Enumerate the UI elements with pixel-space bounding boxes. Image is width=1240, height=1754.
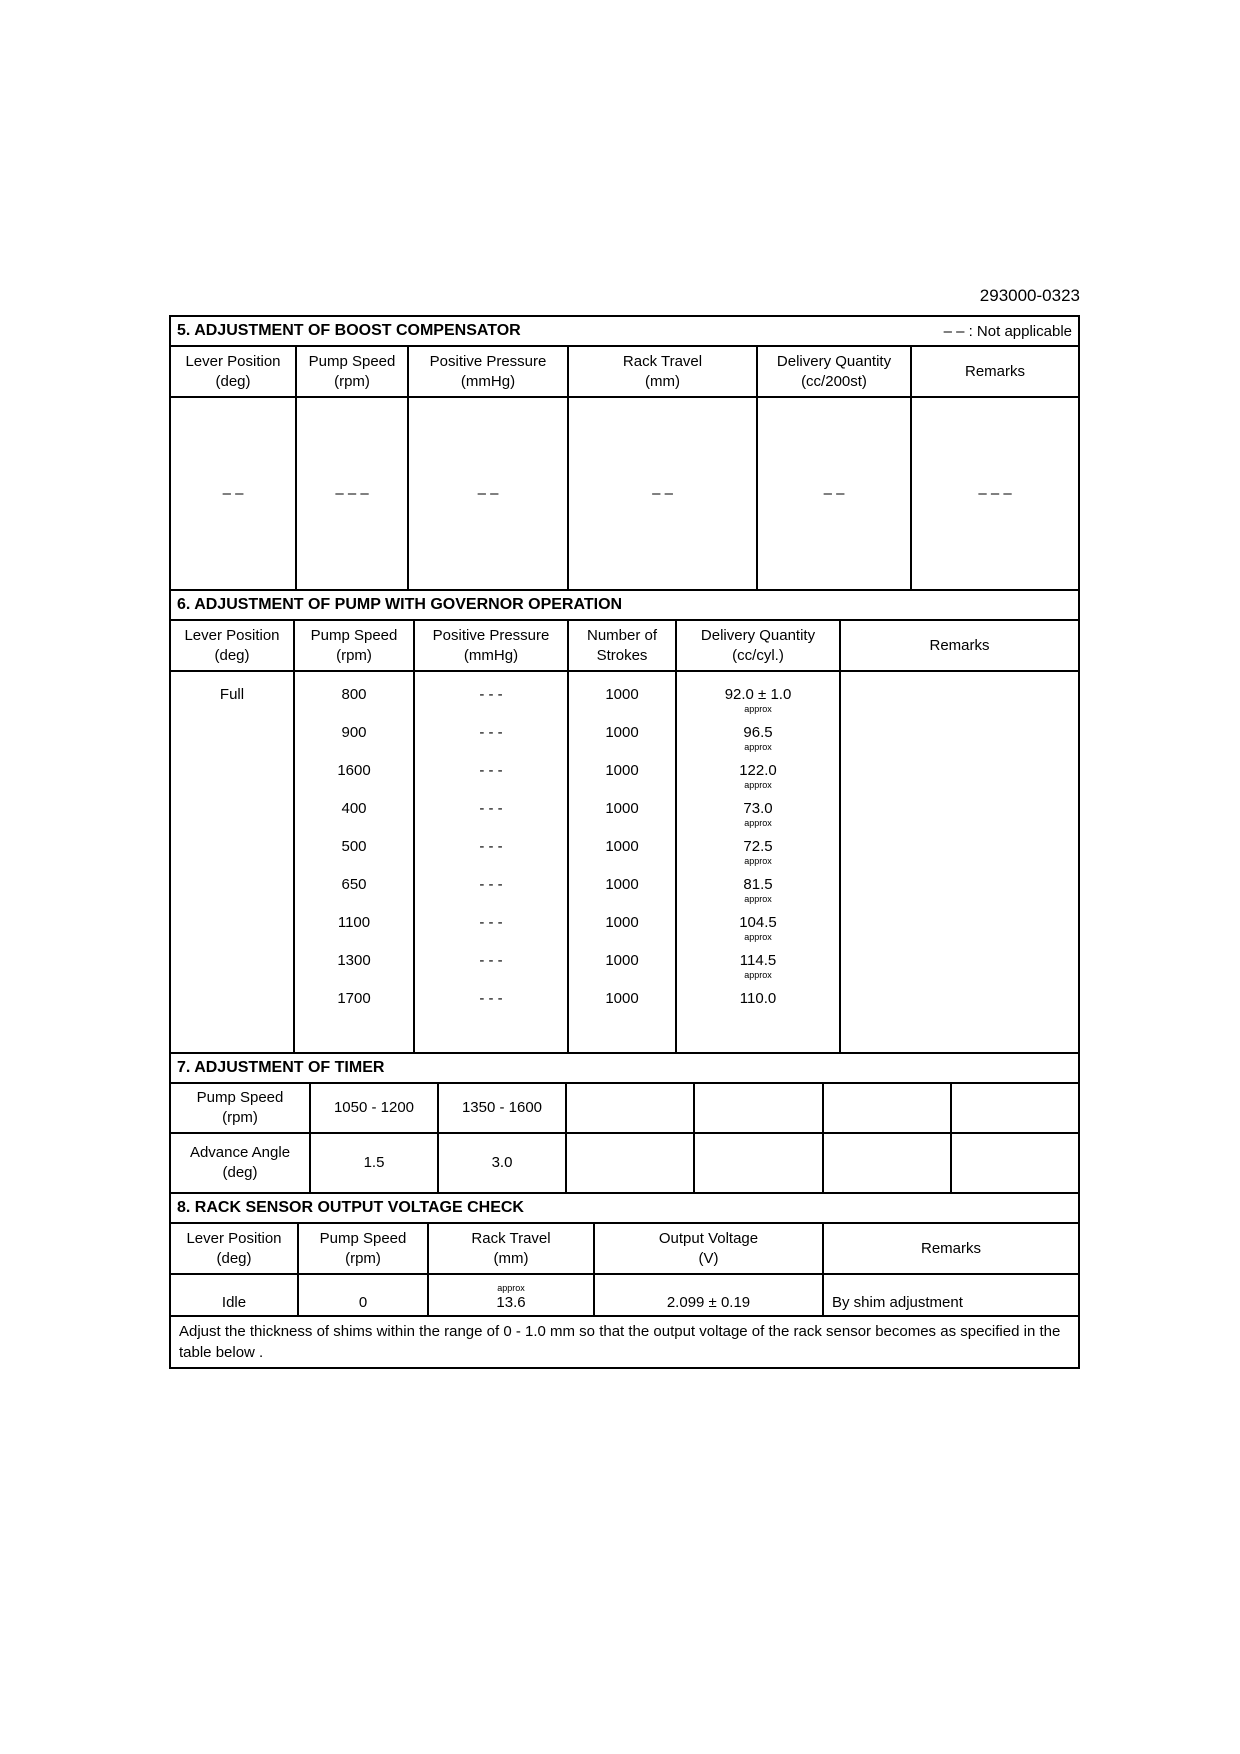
list-item xyxy=(479,875,502,913)
speed-value: 800 xyxy=(341,686,367,703)
pressure-value: - - - xyxy=(479,800,503,817)
header-remarks xyxy=(824,1224,1078,1273)
speed-value: 1100 xyxy=(337,914,371,931)
timer-cell: 1350 - 1600 xyxy=(439,1084,567,1132)
value-cell: – – xyxy=(409,398,569,589)
header-label: Number of xyxy=(586,626,658,644)
timer-cell: 1.5 xyxy=(311,1134,439,1192)
list-item xyxy=(605,685,638,723)
section-5-title: 5. ADJUSTMENT OF BOOST COMPENSATOR xyxy=(177,322,521,339)
header-unit: (rpm) xyxy=(334,372,370,390)
header-number-of-strokes xyxy=(569,621,677,670)
speed-value: 900 xyxy=(341,724,367,741)
list-item xyxy=(479,951,502,989)
timer-speed-label xyxy=(171,1084,311,1132)
remarks-value: By shim adjustment xyxy=(832,1294,963,1311)
pressure-value: - - - xyxy=(479,876,503,893)
timer-cell xyxy=(695,1084,824,1132)
header-label: Lever Position xyxy=(185,352,281,370)
list-item xyxy=(743,837,772,875)
list-item xyxy=(605,913,638,951)
row-label: Pump Speed xyxy=(196,1089,284,1106)
quantity-value: 92.0 ± 1.0 xyxy=(724,686,792,703)
list-item xyxy=(341,837,366,875)
list-item xyxy=(605,761,638,799)
timer-cell xyxy=(952,1134,1078,1192)
pump-speed-column xyxy=(295,672,415,1052)
list-item xyxy=(605,951,638,989)
header-label: Remarks xyxy=(929,636,990,654)
timer-speed-row xyxy=(171,1084,1078,1134)
pressure-value: - - - xyxy=(479,686,503,703)
value-cell: – – xyxy=(171,398,297,589)
header-label: Remarks xyxy=(964,362,1025,380)
list-item xyxy=(341,723,366,761)
section-6-title: 6. ADJUSTMENT OF PUMP WITH GOVERNOR OPERATION xyxy=(177,596,623,613)
list-item xyxy=(479,723,502,761)
header-unit: (mm) xyxy=(645,372,680,390)
strokes-value: 1000 xyxy=(605,838,639,855)
quantity-value: 104.5 xyxy=(739,914,777,931)
quantity-value: 81.5 xyxy=(743,876,773,893)
header-pump-speed xyxy=(295,621,415,670)
pressure-value: - - - xyxy=(479,762,503,779)
header-remarks xyxy=(841,621,1078,670)
approx-label: approx xyxy=(744,970,772,980)
header-rack-travel xyxy=(429,1224,595,1273)
value-cell: – – xyxy=(758,398,912,589)
quantity-value: 122.0 xyxy=(739,762,777,779)
header-unit: (V) xyxy=(698,1249,719,1267)
strokes-value: 1000 xyxy=(605,990,639,1007)
section-6-header-row xyxy=(171,621,1078,672)
remarks-column xyxy=(841,672,1078,1052)
header-lever-position xyxy=(171,347,297,396)
header-unit: (rpm) xyxy=(336,646,372,664)
header-unit: (deg) xyxy=(215,372,251,390)
list-item xyxy=(605,875,638,913)
pressure-value: - - - xyxy=(479,990,503,1007)
list-item xyxy=(479,761,502,799)
not-applicable-note: – – : Not applicable xyxy=(943,322,1072,340)
list-item xyxy=(739,761,777,799)
row-label: Advance Angle xyxy=(189,1144,291,1161)
pressure-value: - - - xyxy=(479,724,503,741)
list-item xyxy=(479,799,502,837)
header-unit: (mmHg) xyxy=(463,646,519,664)
section-8-value-row xyxy=(171,1275,1078,1317)
header-label: Output Voltage xyxy=(658,1229,759,1247)
list-item xyxy=(338,913,370,951)
list-item xyxy=(605,837,638,875)
section-8-title-bar xyxy=(171,1194,1078,1224)
timer-cell xyxy=(567,1084,695,1132)
pressure-value: - - - xyxy=(479,838,503,855)
approx-label: approx xyxy=(744,894,772,904)
list-item xyxy=(479,913,502,951)
speed-value: 1300 xyxy=(337,952,371,969)
list-item xyxy=(740,989,776,1027)
header-unit: (deg) xyxy=(214,646,250,664)
header-pump-speed xyxy=(299,1224,429,1273)
timer-cell: 3.0 xyxy=(439,1134,567,1192)
timer-cell xyxy=(695,1134,824,1192)
speed-value: 0 xyxy=(299,1275,429,1315)
speed-value: 1700 xyxy=(337,990,371,1007)
strokes-value: 1000 xyxy=(605,914,639,931)
list-item xyxy=(220,685,244,723)
header-label: Remarks xyxy=(920,1239,981,1257)
section-8-title: 8. RACK SENSOR OUTPUT VOLTAGE CHECK xyxy=(177,1199,524,1216)
section-6-title-bar xyxy=(171,591,1078,621)
quantity-value: 96.5 xyxy=(743,724,773,741)
header-output-voltage xyxy=(595,1224,824,1273)
timer-cell: 1050 - 1200 xyxy=(311,1084,439,1132)
list-item xyxy=(739,913,777,951)
header-label: Delivery Quantity xyxy=(776,352,892,370)
header-label: Lever Position xyxy=(184,626,280,644)
section-5-value-row xyxy=(171,398,1078,591)
approx-label: approx xyxy=(744,704,772,714)
pressure-column xyxy=(415,672,569,1052)
header-rack-travel xyxy=(569,347,758,396)
strokes-value: 1000 xyxy=(605,724,639,741)
speed-value: 650 xyxy=(341,876,367,893)
quantity-value: 73.0 xyxy=(743,800,773,817)
timer-angle-label xyxy=(171,1134,311,1192)
list-item xyxy=(743,723,772,761)
approx-label: approx xyxy=(744,932,772,942)
list-item xyxy=(341,799,366,837)
list-item xyxy=(743,799,772,837)
header-label: Pump Speed xyxy=(310,626,398,644)
list-item xyxy=(479,685,502,723)
document-id: 293000-0323 xyxy=(979,286,1080,305)
list-item xyxy=(479,989,502,1027)
lever-column xyxy=(171,672,295,1052)
list-item xyxy=(341,685,366,723)
timer-cell xyxy=(567,1134,695,1192)
header-lever-position xyxy=(171,1224,299,1273)
section-7-title-bar xyxy=(171,1054,1078,1084)
header-label: Rack Travel xyxy=(622,352,703,370)
header-delivery-quantity xyxy=(677,621,841,670)
header-unit: (deg) xyxy=(216,1249,252,1267)
section-6-data-block xyxy=(171,672,1078,1054)
value-cell: – – xyxy=(569,398,758,589)
header-unit: (cc/cyl.) xyxy=(732,646,784,664)
value-cell: – – – xyxy=(978,484,1012,502)
header-label: Lever Position xyxy=(186,1229,282,1247)
pressure-value: - - - xyxy=(479,914,503,931)
header-unit: (rpm) xyxy=(345,1249,381,1267)
header-unit: Strokes xyxy=(596,646,648,664)
header-pump-speed xyxy=(297,347,409,396)
lever-value: Full xyxy=(219,686,245,703)
lever-value: Idle xyxy=(171,1275,299,1315)
strokes-column xyxy=(569,672,677,1052)
rack-sensor-note: Adjust the thickness of shims within the range of 0 - 1.0 mm so that the output voltage of the rack sensor becomes as specified in the table below . xyxy=(179,1323,1061,1361)
voltage-value: 2.099 ± 0.19 xyxy=(595,1275,824,1315)
header-label: Positive Pressure xyxy=(432,626,550,644)
header-unit: (mm) xyxy=(493,1249,529,1267)
header-positive-pressure xyxy=(409,347,569,396)
list-item xyxy=(725,685,792,723)
strokes-value: 1000 xyxy=(605,876,639,893)
list-item xyxy=(605,723,638,761)
section-5-header-row xyxy=(171,347,1078,398)
strokes-value: 1000 xyxy=(605,686,639,703)
header-remarks xyxy=(912,347,1078,396)
header-label: Delivery Quantity xyxy=(700,626,816,644)
timer-angle-row xyxy=(171,1134,1078,1194)
approx-label: approx xyxy=(744,780,772,790)
header-label: Rack Travel xyxy=(471,1229,551,1247)
header-delivery-quantity xyxy=(758,347,912,396)
list-item xyxy=(605,989,638,1027)
quantity-value: 72.5 xyxy=(743,838,773,855)
section-8-header-row xyxy=(171,1224,1078,1275)
quantity-value: 110.0 xyxy=(739,990,777,1007)
list-item xyxy=(337,761,370,799)
row-unit: (rpm) xyxy=(222,1109,258,1126)
header-lever-position xyxy=(171,621,295,670)
strokes-value: 1000 xyxy=(605,800,639,817)
delivery-quantity-column xyxy=(677,672,841,1052)
header-unit: (cc/200st) xyxy=(801,372,867,390)
speed-value: 400 xyxy=(341,800,367,817)
speed-value: 1600 xyxy=(337,762,371,779)
specification-sheet xyxy=(169,315,1080,1369)
timer-cell xyxy=(952,1084,1078,1132)
strokes-value: 1000 xyxy=(605,952,639,969)
strokes-value: 1000 xyxy=(605,762,639,779)
quantity-value: 114.5 xyxy=(739,952,777,969)
header-label: Pump Speed xyxy=(319,1229,407,1247)
list-item xyxy=(337,951,370,989)
rack-travel-value: 13.6 xyxy=(496,1294,526,1311)
value-cell: – – – xyxy=(297,398,409,589)
list-item xyxy=(743,875,772,913)
row-unit: (deg) xyxy=(222,1164,258,1181)
pressure-value: - - - xyxy=(479,952,503,969)
approx-label: approx xyxy=(497,1283,525,1293)
header-positive-pressure xyxy=(415,621,569,670)
rack-travel-cell xyxy=(429,1275,595,1315)
section-7-title: 7. ADJUSTMENT OF TIMER xyxy=(177,1059,385,1076)
list-item xyxy=(337,989,370,1027)
approx-label: approx xyxy=(744,856,772,866)
speed-value: 500 xyxy=(341,838,367,855)
timer-cell xyxy=(824,1084,952,1132)
header-unit: (mmHg) xyxy=(460,372,516,390)
header-label: Positive Pressure xyxy=(429,352,547,370)
approx-label: approx xyxy=(744,742,772,752)
list-item xyxy=(341,875,366,913)
header-label: Pump Speed xyxy=(308,352,396,370)
approx-label: approx xyxy=(744,818,772,828)
section-5-title-bar xyxy=(171,317,1078,347)
list-item xyxy=(479,837,502,875)
timer-cell xyxy=(824,1134,952,1192)
list-item xyxy=(605,799,638,837)
list-item xyxy=(740,951,776,989)
